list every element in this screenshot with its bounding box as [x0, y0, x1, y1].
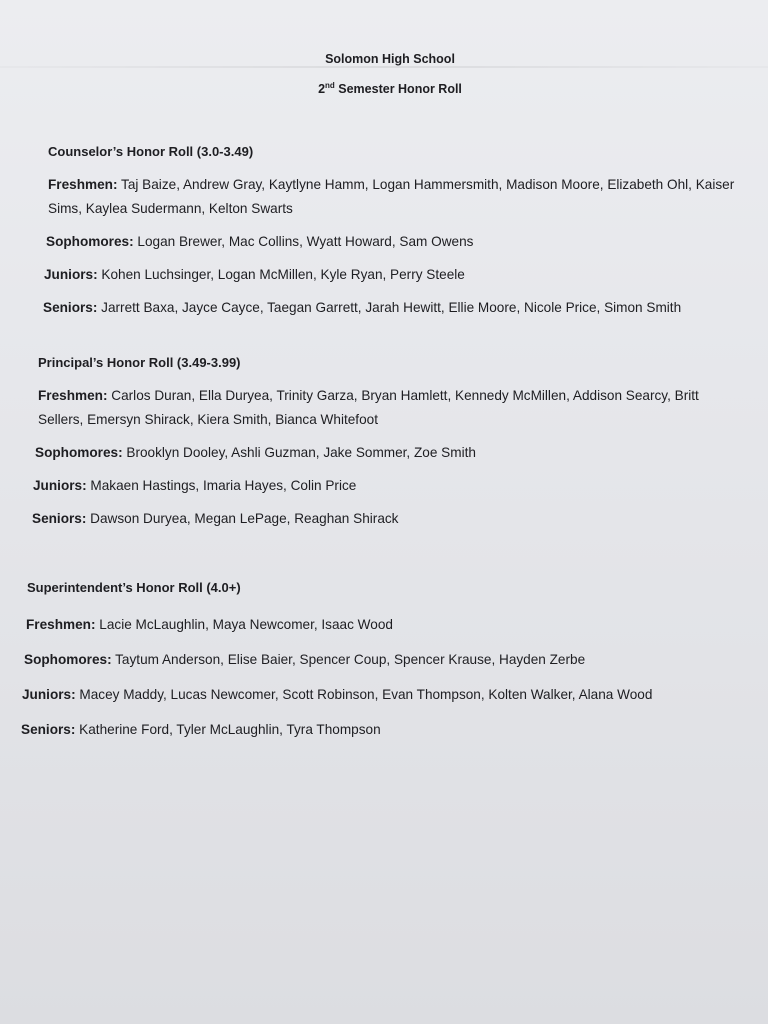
grade-label: Sophomores: — [35, 445, 123, 460]
student-names: Macey Maddy, Lucas Newcomer, Scott Robinson, Evan Thompson, Kolten Walker, Alana Wood — [75, 687, 653, 702]
grade-label: Juniors: — [33, 478, 87, 493]
paper-fold-line — [0, 66, 768, 68]
grade-label: Seniors: — [32, 511, 87, 526]
grade-label: Sophomores: — [46, 234, 134, 249]
seniors-row — [43, 296, 748, 320]
principals-honor-roll-section — [32, 355, 743, 540]
student-names: Dawson Duryea, Megan LePage, Reaghan Shirack — [86, 511, 399, 526]
grade-label: Seniors: — [43, 300, 98, 315]
student-names: Taj Baize, Andrew Gray, Kaytlyne Hamm, Logan Hammersmith, Madison Moore, Elizabeth Ohl, Kaiser Sims, Kaylea Sudermann, Kelton Swarts — [48, 177, 735, 216]
freshmen-row — [26, 613, 747, 637]
semester-title-rest: Semester Honor Roll — [334, 82, 462, 96]
student-names: Brooklyn Dooley, Ashli Guzman, Jake Sommer, Zoe Smith — [122, 445, 476, 460]
grade-label: Juniors: — [44, 267, 98, 282]
semester-ordinal-suffix: nd — [325, 80, 335, 90]
superintendents-honor-roll-section — [21, 580, 747, 753]
semester-ordinal: 2 — [318, 82, 326, 96]
student-names: Makaen Hastings, Imaria Hayes, Colin Price — [86, 478, 357, 493]
grade-label: Freshmen: — [26, 617, 96, 632]
section-title: Principal’s Honor Roll (3.49-3.99) — [38, 355, 241, 370]
student-names: Taytum Anderson, Elise Baier, Spencer Coup, Spencer Krause, Hayden Zerbe — [111, 652, 586, 667]
grade-label: Freshmen: — [38, 388, 108, 403]
grade-label: Juniors: — [22, 687, 76, 702]
seniors-row — [21, 718, 747, 742]
section-title: Superintendent’s Honor Roll (4.0+) — [27, 580, 241, 595]
juniors-row — [33, 474, 743, 498]
grade-label: Seniors: — [21, 722, 76, 737]
student-names: Carlos Duran, Ella Duryea, Trinity Garza, Bryan Hamlett, Kennedy McMillen, Addison Searcy, Britt Sellers, Emersyn Shirack, Kiera Smith, Bianca Whitefoot — [38, 388, 699, 427]
juniors-row — [44, 263, 748, 287]
student-names: Logan Brewer, Mac Collins, Wyatt Howard, Sam Owens — [133, 234, 474, 249]
student-names: Jarrett Baxa, Jayce Cayce, Taegan Garrett, Jarah Hewitt, Ellie Moore, Nicole Price, Simon Smith — [97, 300, 682, 315]
document-title — [6, 82, 768, 96]
grade-label: Freshmen: — [48, 177, 118, 192]
school-name: Solomon High School — [325, 52, 455, 66]
section-title: Counselor’s Honor Roll (3.0-3.49) — [48, 144, 254, 159]
sophomores-row — [35, 441, 743, 465]
student-names: Kohen Luchsinger, Logan McMillen, Kyle Ryan, Perry Steele — [97, 267, 465, 282]
seniors-row — [32, 507, 743, 531]
juniors-row — [22, 683, 747, 707]
sophomores-row — [24, 648, 747, 672]
sophomores-row — [46, 230, 748, 254]
student-names: Lacie McLaughlin, Maya Newcomer, Isaac Wood — [95, 617, 393, 632]
freshmen-row — [48, 173, 748, 221]
grade-label: Sophomores: — [24, 652, 112, 667]
counselors-honor-roll-section — [43, 144, 748, 329]
freshmen-row — [38, 384, 743, 432]
student-names: Katherine Ford, Tyler McLaughlin, Tyra Thompson — [75, 722, 381, 737]
